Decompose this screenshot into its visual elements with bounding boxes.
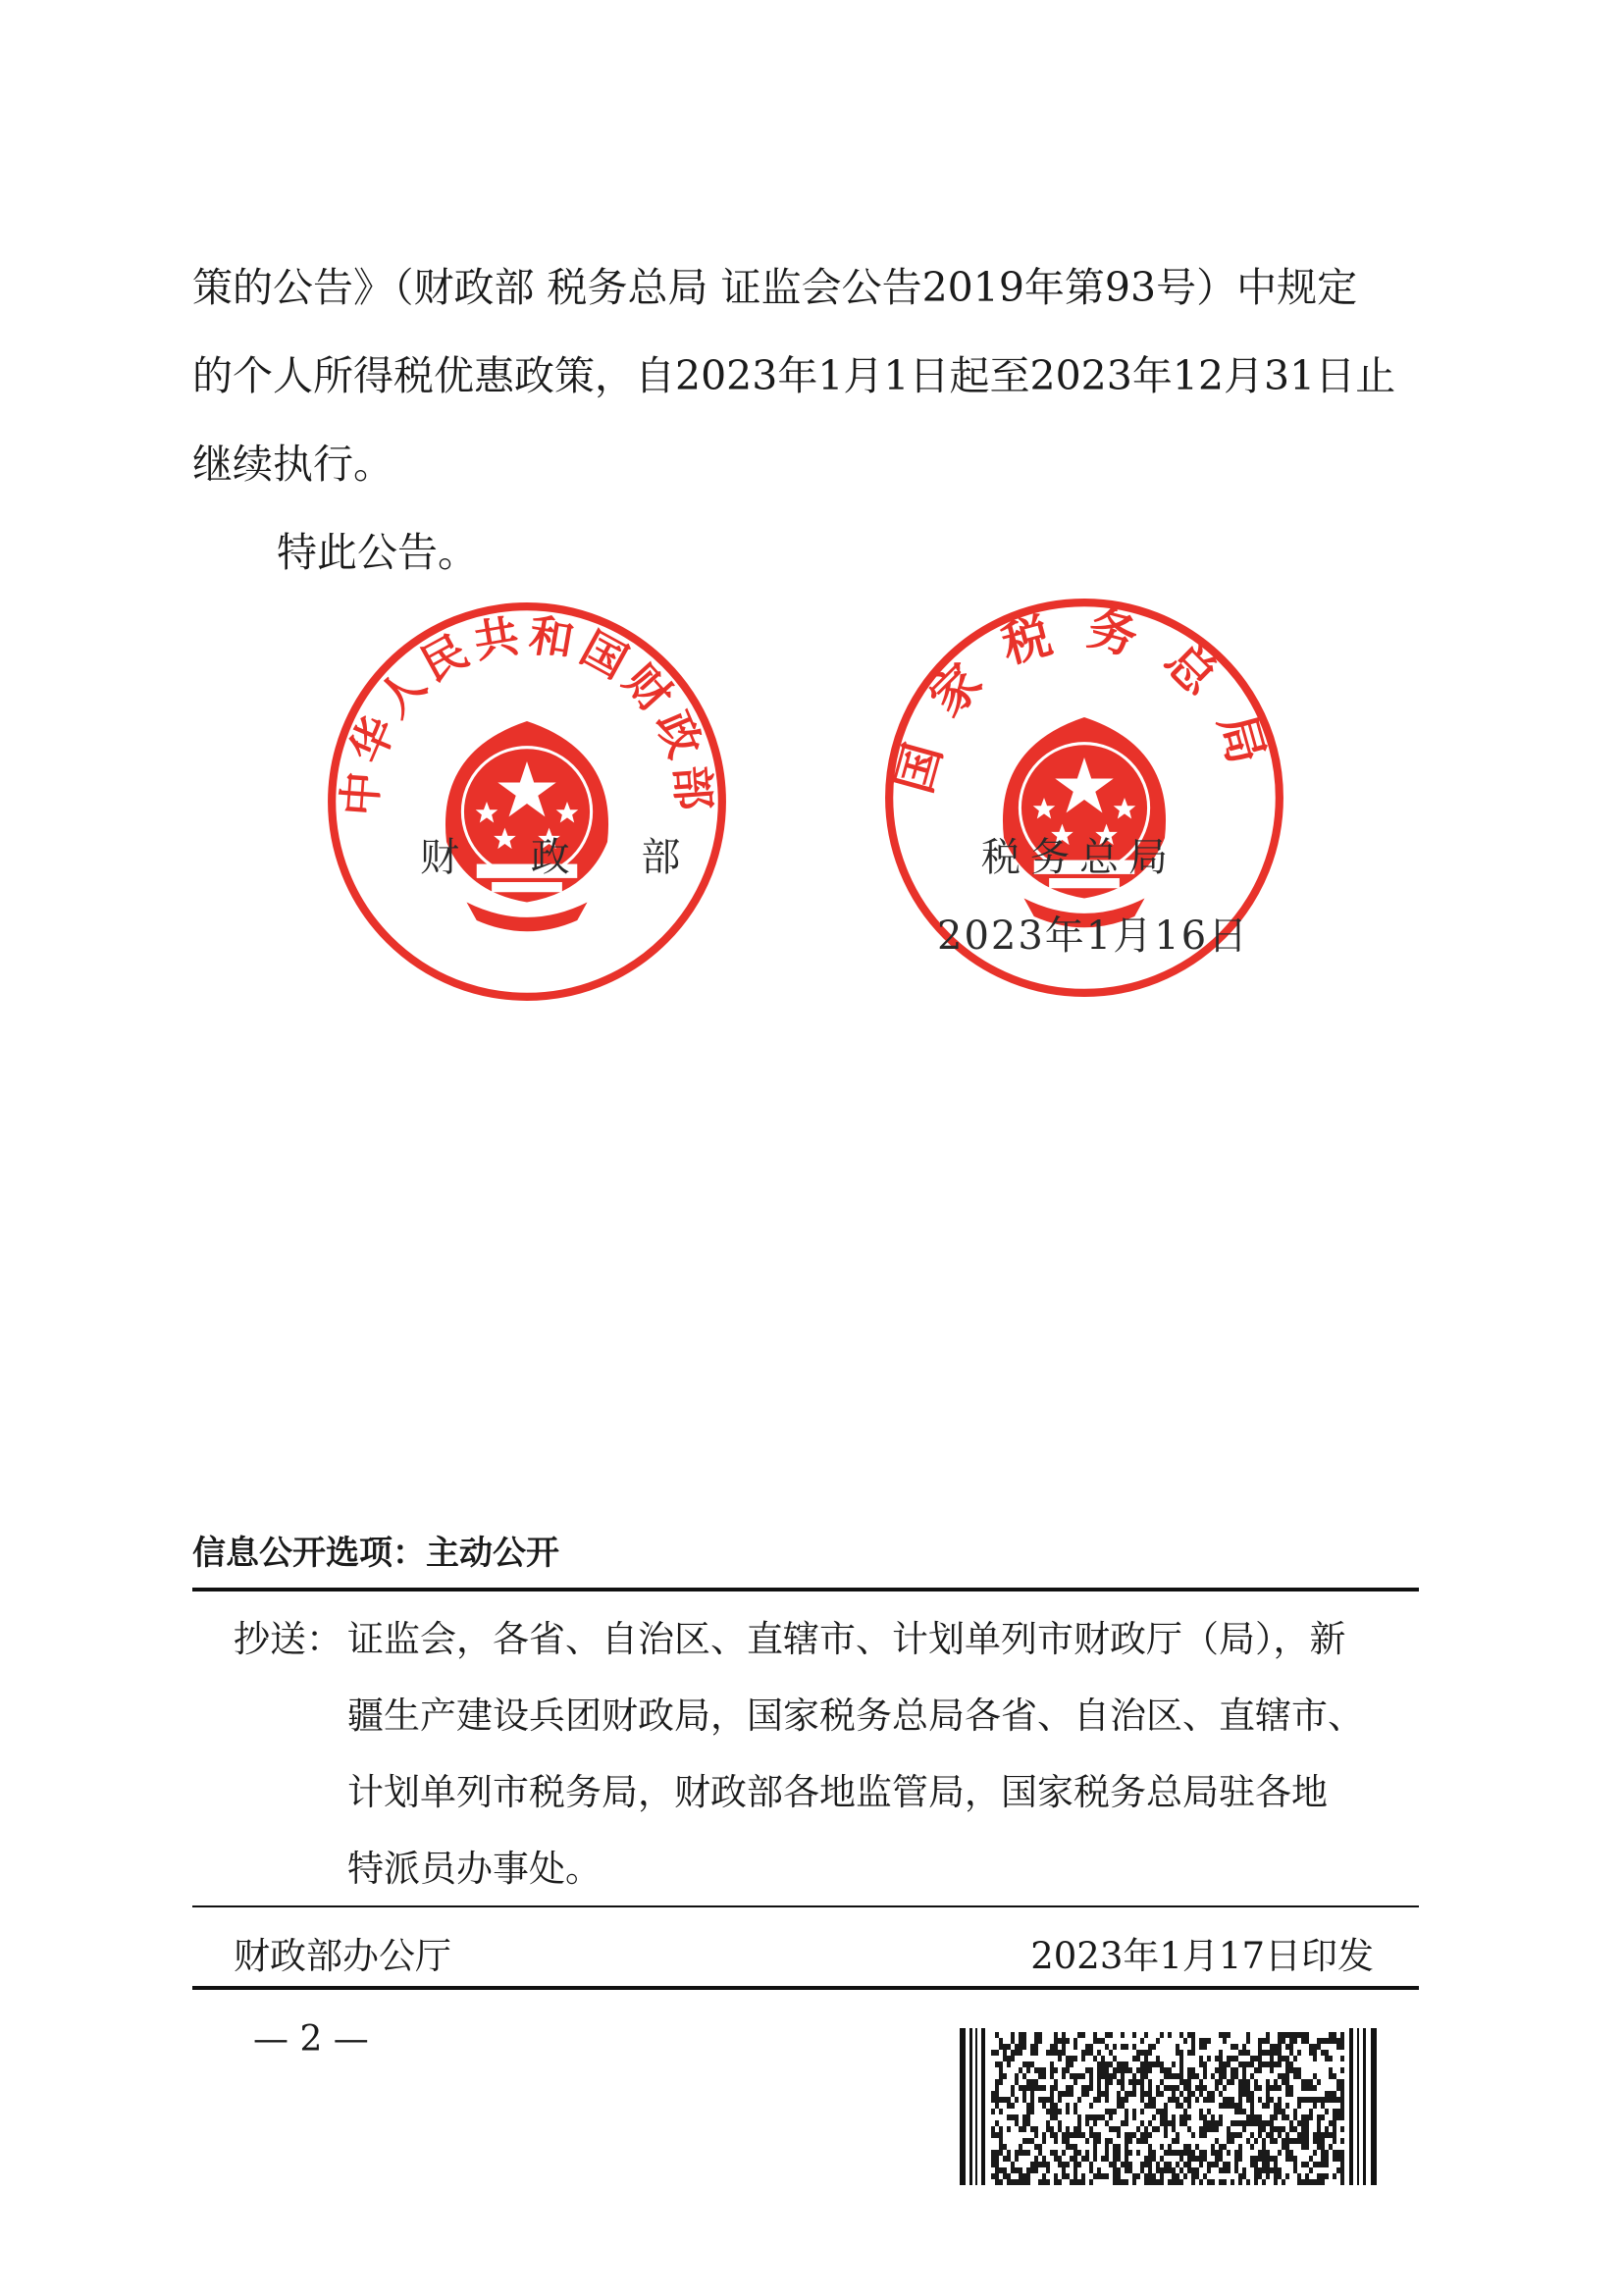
mof-signature: 财 政 部 <box>420 835 710 880</box>
national-emblem-icon <box>1003 717 1166 927</box>
cc-line-2: 疆生产建设兵团财政局，国家税务总局各省、自治区、直辖市、 <box>347 1695 1364 1737</box>
cc-block <box>234 1601 1401 1907</box>
cc-line-1: 证监会，各省、自治区、直辖市、计划单列市财政厅（局），新 <box>347 1618 1346 1660</box>
body-line-3: 继续执行。 <box>192 441 393 488</box>
mof-seal <box>326 600 728 1003</box>
body-paragraph <box>192 243 1419 597</box>
divider-top <box>192 1588 1419 1592</box>
page-number: — 2 — <box>253 2019 369 2060</box>
sta-signature: 税务总局 <box>981 835 1178 880</box>
divider-middle <box>192 1905 1419 1907</box>
barcode-icon <box>960 2028 1377 2185</box>
body-line-1: 策的公告》（财政部 税务总局 证监会公告2019年第93号）中规定 <box>192 264 1358 311</box>
cc-line-3: 计划单列市税务局，财政部各地监管局，国家税务总局驻各地 <box>347 1771 1328 1813</box>
closing-line: 特此公告。 <box>277 529 478 576</box>
body-line-2: 的个人所得税优惠政策，自2023年1月1日起至2023年12月31日止 <box>192 352 1396 399</box>
disclosure-option: 信息公开选项：主动公开 <box>192 1534 559 1573</box>
cc-line-4: 特派员办事处。 <box>347 1848 602 1890</box>
cc-label: 抄送： <box>234 1618 342 1660</box>
issuing-office: 财政部办公厅 <box>234 1935 451 1977</box>
sta-seal-text: 国家税务总局 <box>884 599 1284 800</box>
mof-seal-graphic <box>326 600 728 1003</box>
divider-bottom <box>192 1986 1419 1990</box>
mof-seal-text: 中华人民共和国财政部 <box>333 608 721 818</box>
issue-date: 2023年1月17日印发 <box>1030 1935 1374 1977</box>
sign-date: 2023年1月16日 <box>937 913 1250 959</box>
